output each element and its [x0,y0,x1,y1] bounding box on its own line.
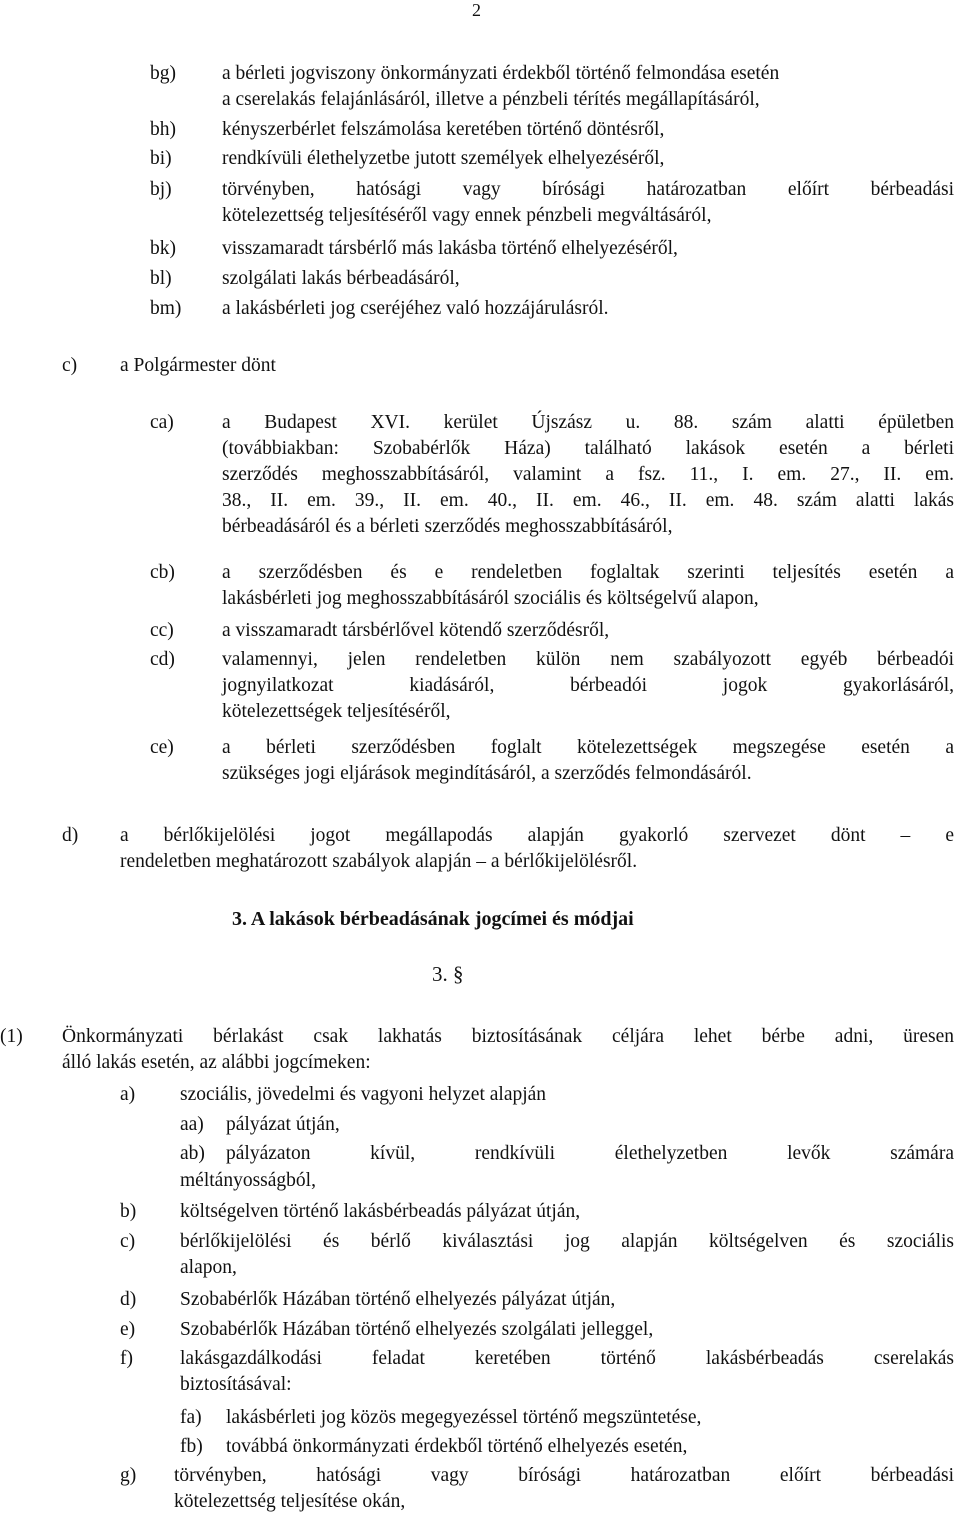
list-item-d: Szobabérlők Házában történő elhelyezés pályázat útján, [180,1289,616,1310]
list-item-bl: szolgálati lakás bérbeadásáról, [222,268,460,289]
para-1-label: (1) [0,1026,23,1047]
section-number: 3. § [432,962,464,986]
list-label-bj: bj) [150,179,172,200]
list-item-ab: pályázaton kívül, rendkívüli élethelyzetben levők számára [226,1143,954,1164]
list-item-cd: valamennyi, jelen rendeletben külön nem szabályozott egyéb bérbeadói jognyilatkozat kiadásáról, bérbeadói jogok gyakorlásáról, kötelezettségek teljesítéséről, [222,649,954,722]
list-label-bl: bl) [150,268,172,289]
list-item-e: Szobabérlők Házában történő elhelyezés szolgálati jelleggel, [180,1319,654,1340]
list-item-c: bérlőkijelölési és bérlő kiválasztási jog alapján költségelven és szociális alapon, [180,1231,954,1278]
item-c-text: a Polgármester dönt [120,355,276,376]
list-item-bg: a bérleti jogviszony önkormányzati érdekből történő felmondása esetén a cserelakás felajánlásáról, illetve a pénzbeli térítés megállapításáról, [222,63,780,110]
list-label-cc: cc) [150,620,174,641]
list-item-g: törvényben, hatósági vagy bírósági határozatban előírt bérbeadási kötelezettség teljesítése okán, [174,1465,954,1512]
item-d-text: a bérlőkijelölési jogot megállapodás alapján gyakorló szervezet dönt – e rendeletben meghatározott szabályok alapján – a bérlőkijelölésről. [120,825,954,872]
list-label-aa: aa) [180,1114,204,1135]
list-label-c: c) [120,1231,136,1252]
list-label-cd: cd) [150,649,175,670]
list-label-cb: cb) [150,562,175,583]
para-1-text: Önkormányzati bérlakást csak lakhatás biztosításának céljára lehet bérbe adni, üresen álló lakás esetén, az alábbi jogcímeken: [62,1026,954,1073]
list-label-fb: fb) [180,1436,203,1457]
list-item-cb: a szerződésben és e rendeletben foglaltak szerinti teljesítés esetén a lakásbérleti jog meghosszabbításáról szociális és költségelvű alapon, [222,562,954,609]
list-label-bh: bh) [150,119,176,140]
list-label-f: f) [120,1348,133,1369]
list-label-ce: ce) [150,737,174,758]
list-item-bk: visszamaradt társbérlő más lakásba történő elhelyezéséről, [222,238,678,259]
list-item-a: szociális, jövedelmi és vagyoni helyzet alapján [180,1084,547,1105]
list-label-g: g) [120,1465,137,1486]
section-heading: 3. A lakások bérbeadásának jogcímei és módjai [232,908,634,930]
item-c-label: c) [62,355,78,376]
list-label-bk: bk) [150,238,176,259]
list-item-bj: törvényben, hatósági vagy bírósági határozatban előírt bérbeadási kötelezettség teljesítéséről vagy ennek pénzbeli megváltásáról, [222,179,954,226]
list-label-bm: bm) [150,298,182,319]
item-d-label: d) [62,825,79,846]
list-item-fb: továbbá önkormányzati érdekből történő elhelyezés esetén, [226,1436,688,1457]
list-label-fa: fa) [180,1407,202,1428]
list-item-fa: lakásbérleti jog közös megegyezéssel történő megszüntetése, [226,1407,702,1428]
list-item-aa: pályázat útján, [226,1114,340,1135]
list-item-cc: a visszamaradt társbérlővel kötendő szerződésről, [222,620,610,641]
list-item-bh: kényszerbérlet felszámolása keretében történő döntésről, [222,119,665,140]
page-number: 2 [472,0,481,20]
list-label-e: e) [120,1319,136,1340]
list-item-ce: a bérleti szerződésben foglalt kötelezettségek megszegése esetén a szükséges jogi eljárások megindításáról, a szerződés felmondásáról. [222,737,954,784]
list-item-bi: rendkívüli élethelyzetbe jutott személyek elhelyezéséről, [222,148,665,169]
list-item-f: lakásgazdálkodási feladat keretében történő lakásbérbeadás cserelakás biztosításával: [180,1348,954,1395]
list-label-ab: ab) [180,1143,205,1164]
list-label-bi: bi) [150,148,172,169]
list-label-d: d) [120,1289,137,1310]
list-label-b: b) [120,1201,137,1222]
list-label-bg: bg) [150,63,176,84]
list-item-ab-cont: méltányosságból, [180,1170,316,1191]
list-item-bm: a lakásbérleti jog cseréjéhez való hozzájárulásról. [222,298,609,319]
list-label-ca: ca) [150,412,174,433]
list-item-b: költségelven történő lakásbérbeadás pályázat útján, [180,1201,581,1222]
list-item-ca: a Budapest XVI. kerület Újszász u. 88. szám alatti épületben (továbbiakban: Szobabérlők Háza) található lakások esetén a bérleti szerződés meghosszabbításáról, valamint a fsz. 11., I. em. 27., II. em. 38., II. em. 39., II. em. 40., II. em. 46., II. em. 48. szám alatti lakás bérbeadásáról és a bérleti szerződés meghosszabbításáról, [222,412,954,537]
list-label-a: a) [120,1084,136,1105]
